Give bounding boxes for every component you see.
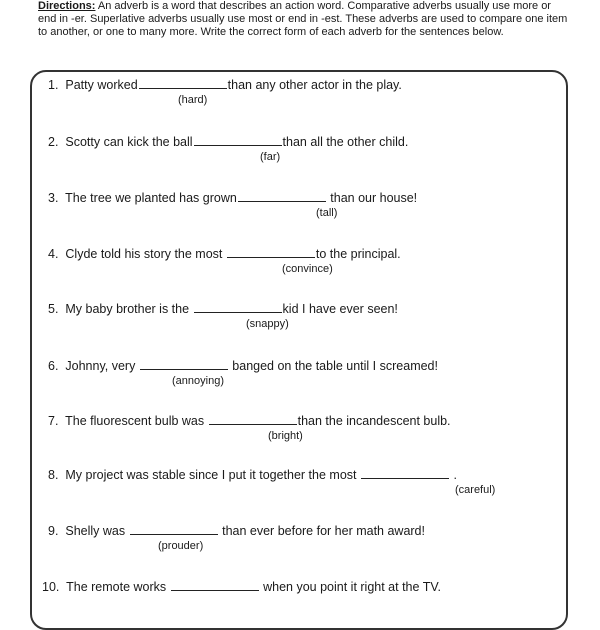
question-text-before: The fluorescent bulb was	[65, 414, 208, 428]
question-number: 2.	[48, 135, 59, 149]
question-number: 3.	[48, 191, 59, 205]
question-text-before: The remote works	[66, 580, 170, 594]
question-number: 10.	[42, 580, 60, 594]
answer-blank[interactable]	[194, 300, 282, 313]
question-text-after: than our house!	[326, 191, 418, 205]
question-text-before: Clyde told his story the most	[65, 247, 226, 261]
answer-blank[interactable]	[139, 76, 227, 89]
question-number: 4.	[48, 247, 59, 261]
question-text-after: banged on the table until I screamed!	[228, 359, 438, 373]
question-1-hint: (hard)	[178, 94, 208, 106]
directions	[38, 0, 568, 39]
question-text-after: kid I have ever seen!	[282, 302, 398, 316]
answer-blank[interactable]	[171, 578, 259, 591]
question-text-after: than the incandescent bulb.	[297, 414, 451, 428]
question-number: 6.	[48, 359, 59, 373]
question-text-before: The tree we planted has grown	[65, 191, 237, 205]
question-text-after: than any other actor in the play.	[227, 78, 402, 92]
question-10	[42, 578, 562, 595]
question-text-before: Scotty can kick the ball	[65, 135, 193, 149]
question-number: 8.	[48, 468, 59, 482]
question-2-hint: (far)	[260, 151, 281, 163]
question-4	[48, 245, 568, 262]
question-5	[48, 300, 568, 317]
question-text-before: Johnny, very	[65, 359, 139, 373]
question-5-hint: (snappy)	[246, 318, 289, 330]
question-2	[48, 133, 568, 150]
worksheet-box	[30, 70, 568, 630]
directions-text: An adverb is a word that describes an action word. Comparative adverbs usually use more or end in -er. Superlative adverbs usually use most or end in -est. These adverbs are used to compare one item to another, or one to many more. Write the correct form of each adverb for the sentences below.	[38, 0, 568, 38]
answer-blank[interactable]	[361, 466, 449, 479]
question-8-hint: (careful)	[455, 484, 496, 496]
question-text-after: .	[449, 468, 457, 482]
question-7-hint: (bright)	[268, 430, 303, 442]
question-number: 5.	[48, 302, 59, 316]
question-4-hint: (convince)	[282, 263, 333, 275]
answer-blank[interactable]	[238, 189, 326, 202]
answer-blank[interactable]	[194, 133, 282, 146]
question-9	[48, 522, 568, 539]
question-7	[48, 412, 568, 429]
question-3	[48, 189, 568, 206]
question-text-after: than all the other child.	[282, 135, 409, 149]
directions-label: Directions:	[38, 0, 96, 12]
question-1	[48, 76, 568, 93]
question-text-before: Shelly was	[65, 524, 129, 538]
question-text-after: to the principal.	[315, 247, 401, 261]
question-text-before: Patty worked	[65, 78, 138, 92]
question-9-hint: (prouder)	[158, 540, 204, 552]
question-text-after: when you point it right at the TV.	[259, 580, 442, 594]
question-number: 9.	[48, 524, 59, 538]
answer-blank[interactable]	[227, 245, 315, 258]
answer-blank[interactable]	[209, 412, 297, 425]
question-text-after: than ever before for her math award!	[218, 524, 425, 538]
question-8	[48, 466, 568, 483]
answer-blank[interactable]	[130, 522, 218, 535]
question-text-before: My project was stable since I put it together the most	[65, 468, 360, 482]
question-number: 1.	[48, 78, 59, 92]
question-number: 7.	[48, 414, 59, 428]
question-6-hint: (annoying)	[172, 375, 224, 387]
answer-blank[interactable]	[140, 357, 228, 370]
question-text-before: My baby brother is the	[65, 302, 193, 316]
question-6	[48, 357, 568, 374]
question-3-hint: (tall)	[316, 207, 338, 219]
